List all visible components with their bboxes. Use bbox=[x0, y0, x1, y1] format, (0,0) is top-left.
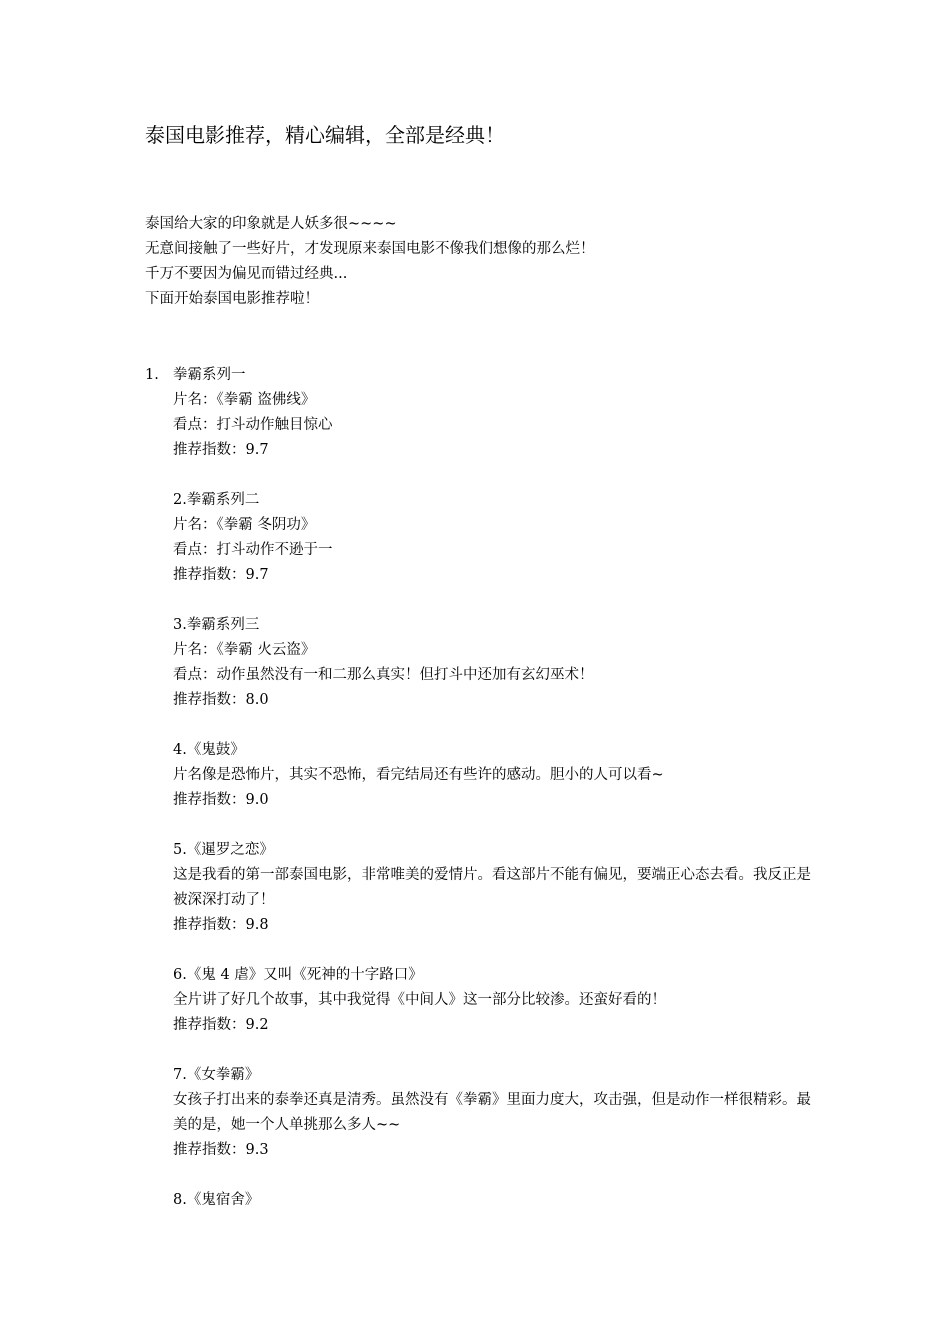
intro-line: 无意间接触了一些好片，才发现原来泰国电影不像我们想像的那么烂！ bbox=[145, 241, 595, 257]
intro-line: 千万不要因为偏见而错过经典... bbox=[145, 266, 348, 282]
movie-item bbox=[145, 738, 825, 813]
movie-rating: 推荐指数：8.0 bbox=[173, 692, 269, 708]
movie-detail: 看点：打斗动作不逊于一 bbox=[173, 542, 333, 558]
movie-heading: 2.拳霸系列二 bbox=[173, 492, 260, 508]
movie-heading: 8.《鬼宿舍》 bbox=[173, 1192, 260, 1208]
movie-rating: 推荐指数：9.8 bbox=[173, 917, 269, 933]
movie-item bbox=[145, 613, 825, 713]
movie-list bbox=[145, 363, 825, 1238]
movie-rating: 推荐指数：9.0 bbox=[173, 792, 269, 808]
movie-rating: 推荐指数：9.7 bbox=[173, 442, 269, 458]
movie-heading: 3.拳霸系列三 bbox=[173, 617, 260, 633]
movie-item bbox=[145, 1063, 825, 1163]
intro-line: 泰国给大家的印象就是人妖多很~~~~ bbox=[145, 216, 397, 232]
list-number: 1. bbox=[145, 367, 159, 383]
movie-detail: 片名：《拳霸 盗佛线》 bbox=[173, 392, 316, 408]
movie-detail: 片名：《拳霸 火云盗》 bbox=[173, 642, 316, 658]
movie-detail: 看点：打斗动作触目惊心 bbox=[173, 417, 333, 433]
intro-paragraph bbox=[145, 212, 595, 312]
movie-heading: 4.《鬼鼓》 bbox=[173, 742, 245, 758]
movie-heading: 7.《女拳霸》 bbox=[173, 1067, 260, 1083]
movie-detail: 女孩子打出来的泰拳还真是清秀。虽然没有《拳霸》里面力度大，攻击强，但是动作一样很精彩。最美的是，她一个人单挑那么多人~~ bbox=[173, 1092, 811, 1133]
movie-rating: 推荐指数：9.7 bbox=[173, 567, 269, 583]
movie-item bbox=[145, 363, 825, 463]
movie-detail: 片名：《拳霸 冬阴功》 bbox=[173, 517, 316, 533]
movie-heading: 拳霸系列一 bbox=[173, 367, 246, 383]
movie-detail: 全片讲了好几个故事，其中我觉得《中间人》这一部分比较渗。还蛮好看的！ bbox=[173, 992, 666, 1008]
movie-rating: 推荐指数：9.3 bbox=[173, 1142, 269, 1158]
document-title: 泰国电影推荐，精心编辑，全部是经典！ bbox=[145, 123, 505, 147]
movie-heading: 6.《鬼 4 虐》又叫《死神的十字路口》 bbox=[173, 967, 423, 983]
movie-detail: 片名像是恐怖片，其实不恐怖，看完结局还有些许的感动。胆小的人可以看~ bbox=[173, 767, 664, 783]
movie-item bbox=[145, 838, 825, 938]
movie-item bbox=[145, 488, 825, 588]
movie-rating: 推荐指数：9.2 bbox=[173, 1017, 269, 1033]
movie-detail: 这是我看的第一部泰国电影，非常唯美的爱情片。看这部片不能有偏见，要端正心态去看。我反正是被深深打动了！ bbox=[173, 867, 811, 908]
movie-item bbox=[145, 1188, 825, 1213]
movie-detail: 看点：动作虽然没有一和二那么真实！但打斗中还加有玄幻巫术！ bbox=[173, 667, 594, 683]
movie-item bbox=[145, 963, 825, 1038]
intro-line: 下面开始泰国电影推荐啦！ bbox=[145, 291, 319, 307]
movie-heading: 5.《暹罗之恋》 bbox=[173, 842, 274, 858]
